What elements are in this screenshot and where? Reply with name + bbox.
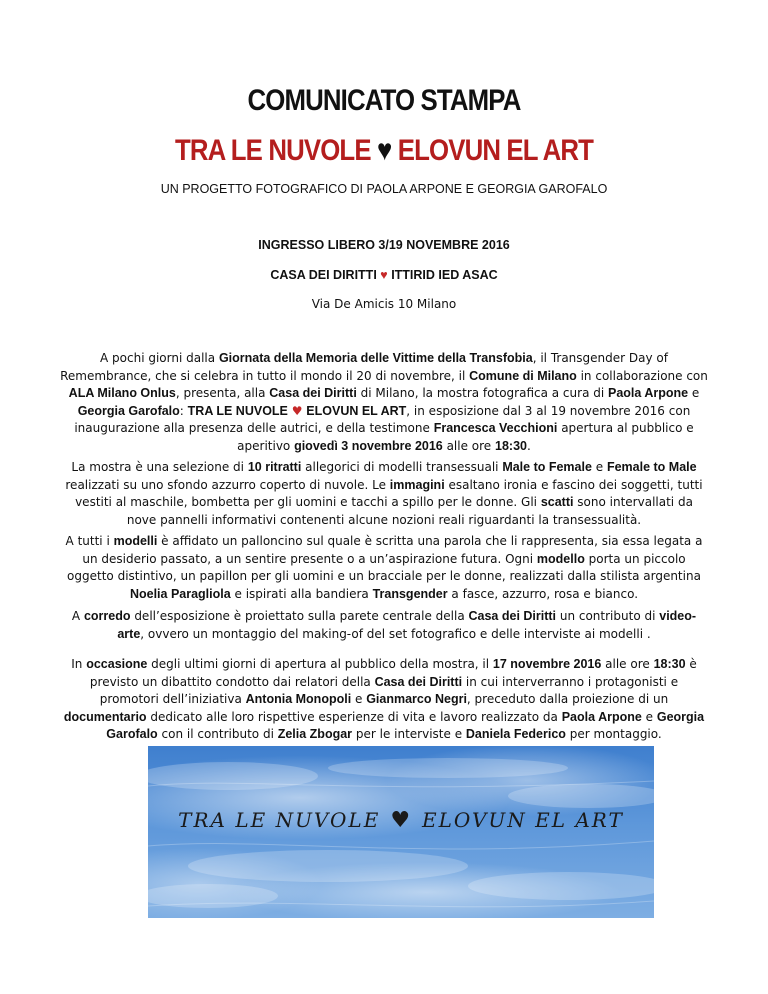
entry-info: INGRESSO LIBERO 3/19 NOVEMBRE 2016 [258,238,510,252]
paragraph-debate: In occasione degli ultimi giorni di apertura al pubblico della mostra, il 17 novembre 2016 alle ore 18:30 è previsto un dibattito condotto dai relatori della Casa dei Diritti in cui interverranno i protagonisti e promotori dell’iniziativa Antonia Monopoli e Gianmarco Negri, preceduto dalla proiezione di un documentario dedicato alle loro rispettive esperienze di vita e lavoro realizzato da Paola Arpone e Georgia Garofalo con il contributo di Zelia Zbogar per le interviste e Daniela Federico per montaggio. [63,657,705,742]
paragraph-models: A tutti i modelli è affidato un palloncino sul quale è scritta una parola che li rappresenta, sia essa legata a un desiderio passato, a un sentire presente o a un’aspirazione futura. Ogni modello porta un piccolo oggetto distintivo, un papillon per gli uomini e un bracciale per le donne, realizzati dalla stilista argentina Noelia Paragliola e ispirati alla bandiera Transgender a fasce, azzurro, rosa e bianco. [65,534,703,601]
heart-icon: ♥ [287,403,307,418]
banner-text-left: TRA LE NUVOLE [178,808,381,832]
sky-banner-image [148,746,654,918]
paragraph-intro: A pochi giorni dalla Giornata della Memoria delle Vittime della Transfobia, il Transgender Day of Remembrance, che si celebra in tutto il mondo il 20 di novembre, il Comune di Milano in collaborazione con ALA Milano Onlus, presenta, alla Casa dei Diritti di Milano, la mostra fotografica a cura di Paola Arpone e Georgia Garofalo: TRA LE NUVOLE ♥ ELOVUN EL ART, in esposizione dal 3 al 19 novembre 2016 con inaugurazione alla presenza delle autrici, e della testimone Francesca Vecchioni apertura al pubblico e aperitivo giovedì 3 novembre 2016 alle ore 18:30. [60,351,708,453]
page-title: COMUNICATO STAMPA [247,84,521,117]
project-line: UN PROGETTO FOTOGRAFICO DI PAOLA ARPONE E GEORGIA GAROFALO [160,182,608,196]
venue-info [0,268,768,282]
exhibition-title-right: ELOVUN EL ART [397,134,594,167]
exhibition-title-left: TRA LE NUVOLE [174,134,371,167]
heart-icon: ♥ [376,134,392,167]
heart-icon: ♥ [380,268,388,282]
banner-text-right: ELOVUN EL ART [422,808,624,832]
venue-name-reversed: ITTIRID IED ASAC [391,268,498,282]
paragraph-video: A corredo dell’esposizione è proiettato sulla parete centrale della Casa dei Diritti un contributo di video-arte, ovvero un montaggio del making-of del set fotografico e delle interviste ai modelli . [71,609,697,641]
venue-name: CASA DEI DIRITTI [270,268,377,282]
heart-icon: ♥ [390,808,413,833]
exhibition-title [54,134,714,168]
banner-caption [148,808,654,833]
address: Via De Amicis 10 Milano [311,297,457,311]
paragraph-exhibition: La mostra è una selezione di 10 ritratti allegorici di modelli transessuali Male to Female e Female to Male realizzati su uno sfondo azzurro coperto di nuvole. Le immagini esaltano ironia e fascino dei soggetti, tutti vestiti al maschile, bombetta per gli uomini e tacchi a spillo per le donne. Gli scatti sono intervallati da nove pannelli informativi contenenti alcune nozioni reali riguardanti la transessualità. [65,460,703,527]
